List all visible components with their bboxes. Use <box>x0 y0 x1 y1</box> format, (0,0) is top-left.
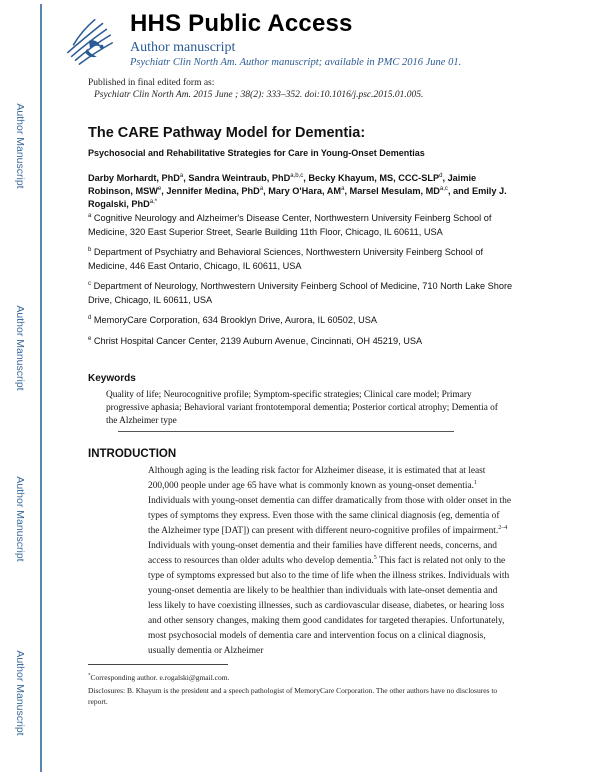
author-manuscript-label: Author Manuscript <box>14 476 26 562</box>
affiliation-list <box>88 212 518 355</box>
disclosures-footnote: Disclosures: B. Khayum is the president and a speech pathologist of MemoryCare Corporation. The other authors have no disclosures to report. <box>88 686 498 706</box>
citation-line: Psychiatr Clin North Am. 2015 June ; 38(2): 333–352. doi:10.1016/j.psc.2015.01.005. <box>94 90 424 100</box>
author-manuscript-label: Author Manuscript <box>14 650 26 736</box>
hhs-eagle-icon <box>60 10 118 68</box>
author-affiliation-mark: e <box>157 185 162 192</box>
author-list: Darby Morhardt, PhD$^a$, Sandra Weintraub, PhD$^{a,b,c}$, Becky Khayum, MS, CCC-SLP$^d$, Jaimie Robinson, MSW$^e$, Jennifer Medina, PhD$^a$, Mary O'Hara, $AM^a$, Marsel Mesulam, MD$^{a,c}$, and Emily J. Rogalski, PhD$^{a,*}$ <box>88 172 507 209</box>
author-name: Mary O'Hara, AM <box>268 186 342 196</box>
sidebar-divider <box>40 4 42 772</box>
author-affiliation-mark: a <box>259 185 264 192</box>
published-label: Published in final edited form as: <box>88 78 215 88</box>
author-name: Jaimie Robinson, MSW <box>88 173 477 196</box>
introduction-paragraph: Although aging is the leading risk factor for Alzheimer disease, it is estimated that at least 200,000 people under age 65 have what is commonly known as young-onset dementia.$^1$ Individuals with young-onset dementia can differ dramatically from those with older onset in the types of symptoms they express. Even those with the same clinical diagnosis (eg, dementia of the Alzheimer type [DAT]) can present with different neuro-cognitive profiles of impairment.$^{2-4}$ Individuals with young-onset dementia and their families have different needs, concerns, and access to resources than older adults who develop dementia.$^5$ This fact is related not only to the type of symptoms expressed but also to the time of life when the illness strikes. Individuals with young-onset dementia are likely to be healthier than individuals with late-onset dementia and less likely to have coexisting illnesses, such as cardiovascular disease, diabetes, or hearing loss and other sensory changes, making them good candidates for targeted therapies. Unfortunately, most psychosocial models of dementia care and intervention focus on a clinical diagnosis, usually dementia or Alzheimer <box>148 466 512 656</box>
author-affiliation-mark: a <box>179 172 184 179</box>
keywords-divider <box>118 431 454 432</box>
author-affiliation-mark: a,* <box>149 198 158 205</box>
keywords-text: Quality of life; Neurocognitive profile; Symptom-specific strategies; Clinical care model; Primary progressive aphasia; Behavioral variant frontotemporal dementia; Posterior cortical atrophy; Dementia of the Alzheimer type <box>106 390 498 426</box>
author-affiliation-mark: d <box>439 172 443 179</box>
citation-ref: 5 <box>373 554 377 561</box>
author-affiliation-mark: a,c <box>439 185 448 192</box>
introduction-heading: INTRODUCTION <box>88 448 177 460</box>
hhs-public-access-title: HHS Public Access <box>130 10 353 37</box>
citation-ref: 1 <box>473 479 477 486</box>
affiliation-item: $^c$ Department of Neurology, Northwestern University Feinberg School of Medicine, 710 North Lake Shore Drive, Chicago, IL 60611, USA <box>88 280 513 305</box>
author-name: Jennifer Medina, PhD <box>166 186 260 196</box>
article-subtitle: Psychosocial and Rehabilitative Strategies for Care in Young-Onset Dementias <box>88 148 425 158</box>
journal-availability-line: Psychiatr Clin North Am. Author manuscript; available in PMC 2016 June 01. <box>130 57 462 68</box>
author-name: Emily J. Rogalski, PhD <box>88 186 507 209</box>
author-manuscript-label: Author Manuscript <box>14 305 26 391</box>
keywords-heading: Keywords <box>88 373 136 384</box>
author-name: Becky Khayum, MS, CCC-SLP <box>308 173 440 183</box>
affiliation-item: $^d$ MemoryCare Corporation, 634 Brooklyn Drive, Aurora, IL 60502, USA <box>88 314 377 325</box>
article-title: The CARE Pathway Model for Dementia: <box>88 125 366 141</box>
author-manuscript-label: Author Manuscript <box>14 103 26 189</box>
author-manuscript-subtitle: Author manuscript <box>130 40 236 55</box>
citation-ref: 2–4 <box>498 524 508 531</box>
author-name: Darby Morhardt, PhD <box>88 173 180 183</box>
affiliation-item: $^b$ Department of Psychiatry and Behavioral Sciences, Northwestern University Feinberg School of Medicine, 446 East Ontario, Chicago, IL 60611, USA <box>88 246 484 271</box>
author-manuscript-sidebar <box>0 0 40 776</box>
affiliation-item: $^e$ Christ Hospital Cancer Center, 2139 Auburn Avenue, Cincinnati, OH 45219, USA <box>88 335 423 346</box>
author-affiliation-mark: a,b,c <box>290 172 304 179</box>
author-affiliation-mark: a <box>341 185 345 192</box>
footnote-divider <box>88 664 228 665</box>
affiliation-item: $^a$ Cognitive Neurology and Alzheimer's Disease Center, Northwestern University Feinberg School of Medicine, 320 East Superior Street, Searle Building 11th Floor, Chicago, IL 60611, USA <box>88 212 492 237</box>
author-name: Sandra Weintraub, PhD <box>188 173 291 183</box>
author-name: Marsel Mesulam, MD <box>349 186 440 196</box>
corresponding-author-footnote: *Corresponding author. e.rogalski@gmail.com. <box>88 673 230 682</box>
